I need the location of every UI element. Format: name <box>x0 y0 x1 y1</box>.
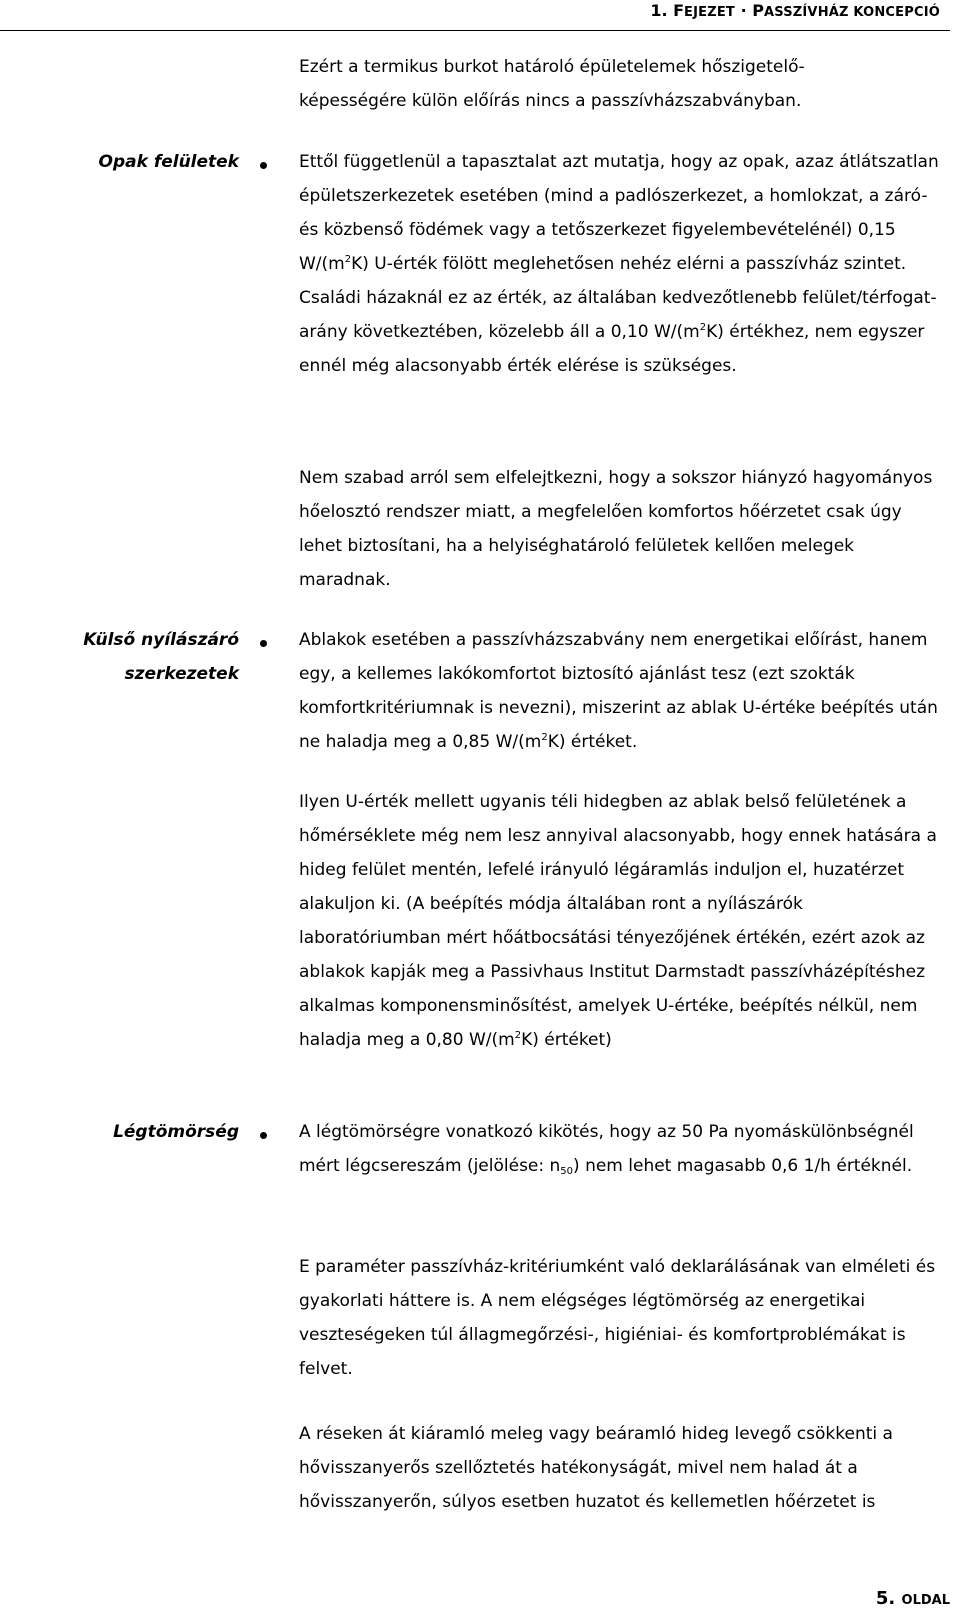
opak-p1-text-a: Ettől függetlenül a tapasztalat azt mutatja, hogy az opak, azaz átlátszatlan épületszerkezetek esetében (mind a padlószerkezet, a homlokzat, a záró- és közbenső födémek vagy a tetőszerkezet figyelembevételénél) 0,15 W/(m <box>299 152 939 274</box>
legtomor-p1-text-a: A légtömörségre vonatkozó kikötés, hogy az 50 Pa nyomáskülönbségnél mért légcsereszám (jelölése: n <box>299 1122 914 1176</box>
page-number-word: OLDAL <box>901 1593 950 1608</box>
chapter-number: 1. <box>650 1 674 20</box>
opak-p1-text-b: K) U-érték fölött meglehetősen nehéz elérni a passzívház szintet. Családi házaknál ez az érték, az általában kedvezőtlenebb felület/térfogat-arány következtében, közelebb áll a 0,10 W/(m <box>299 254 937 342</box>
chapter-word2-rest: ASSZÍVHÁZ KONCEPCIÓ <box>763 5 940 20</box>
nyilaszaro-label-line-1: Külső nyílászáró <box>83 630 239 650</box>
opak-paragraph-1 <box>299 145 949 383</box>
bullet-icon <box>260 640 267 647</box>
intro-line-1: Ezért a termikus burkot határoló épületelemek hőszigetelő- <box>299 57 805 77</box>
running-header <box>0 0 950 31</box>
section-label-legtomor: Légtömörség <box>113 1122 239 1142</box>
page-number-value: 5. <box>875 1588 902 1609</box>
subscript: 50 <box>560 1166 574 1177</box>
nyilaszaro-paragraph-1 <box>299 623 949 759</box>
section-label-nyilaszaro <box>0 623 239 691</box>
legtomor-paragraph-1 <box>299 1115 949 1183</box>
chapter-word1-initial: F <box>673 1 685 20</box>
nyilaszaro-p2-text-a: Ilyen U-érték mellett ugyanis téli hidegben az ablak belső felületének a hőmérséklete még nem lesz annyival alacsonyabb, hogy ennek hatására a hideg felület mentén, lefelé irányuló légáramlás induljon el, huzatérzet alakuljon ki. (A beépítés módja általában ront a nyílászárók laboratóriumban mért hőátbocsátási tényezőjének értékén, ezért azok az ablakok kapják meg a Passivhaus Institut Darmstadt passzívházépítéshez alkalmas komponensminősítést, amelyek U-értéke, beépítés nélkül, nem haladja meg a 0,80 W/(m <box>299 792 937 1050</box>
bullet-icon <box>260 162 267 169</box>
legtomor-paragraph-3: A réseken át kiáramló meleg vagy beáramló hideg levegő csökkenti a hővisszanyerős szellőztetés hatékonyságát, mivel nem halad át a hővisszanyerőn, súlyos esetben huzatot és kellemetlen hőérzetet is <box>299 1424 893 1512</box>
intro-line-2: képességére külön előírás nincs a passzívházszabványban. <box>299 91 802 111</box>
nyilaszaro-p1-text-b: K) értéket. <box>547 732 638 752</box>
intro-paragraph <box>299 50 949 118</box>
nyilaszaro-p2-text-b: K) értéket) <box>521 1030 612 1050</box>
superscript: 2 <box>699 322 707 333</box>
superscript: 2 <box>541 732 548 743</box>
page-number <box>876 1588 950 1609</box>
superscript: 2 <box>514 1030 522 1041</box>
legtomor-paragraph-2: E paraméter passzívház-kritériumként való deklarálásának van elméleti és gyakorlati háttere is. A nem elégséges légtömörség az energetikai veszteségeken túl állagmegőrzési-, higiéniai- és komfortproblémákat is felvet. <box>299 1257 936 1379</box>
chapter-word1-rest: EJEZET <box>684 5 736 20</box>
nyilaszaro-label-line-2: szerkezetek <box>124 664 239 684</box>
chapter-title <box>650 1 940 20</box>
opak-paragraph-2: Nem szabad arról sem elfelejtkezni, hogy a sokszor hiányzó hagyományos hőelosztó rendszer miatt, a megfelelően komfortos hőérzetet csak úgy lehet biztosítani, ha a helyiséghatároló felületek kellően melegek maradnak. <box>299 468 933 590</box>
chapter-word2-initial: P <box>752 1 764 20</box>
bullet-icon <box>260 1132 267 1139</box>
superscript: 2 <box>344 254 352 265</box>
section-label-opak: Opak felületek <box>98 152 239 172</box>
nyilaszaro-paragraph-2 <box>299 785 949 1057</box>
chapter-separator: · <box>735 1 753 20</box>
nyilaszaro-p1-text-a: Ablakok esetében a passzívházszabvány nem energetikai előírást, hanem egy, a kellemes lakókomfortot biztosító ajánlást tesz (ezt szokták komfortkritériumnak is nevezni), miszerint az ablak U-értéke beépítés után ne haladja meg a 0,85 W/(m <box>299 630 938 752</box>
legtomor-p1-text-b: ) nem lehet magasabb 0,6 1/h értéknél. <box>573 1156 913 1176</box>
opak-p1-text-c: K) értékhez, nem egyszer ennél még alacsonyabb érték elérése is szükséges. <box>299 322 925 376</box>
